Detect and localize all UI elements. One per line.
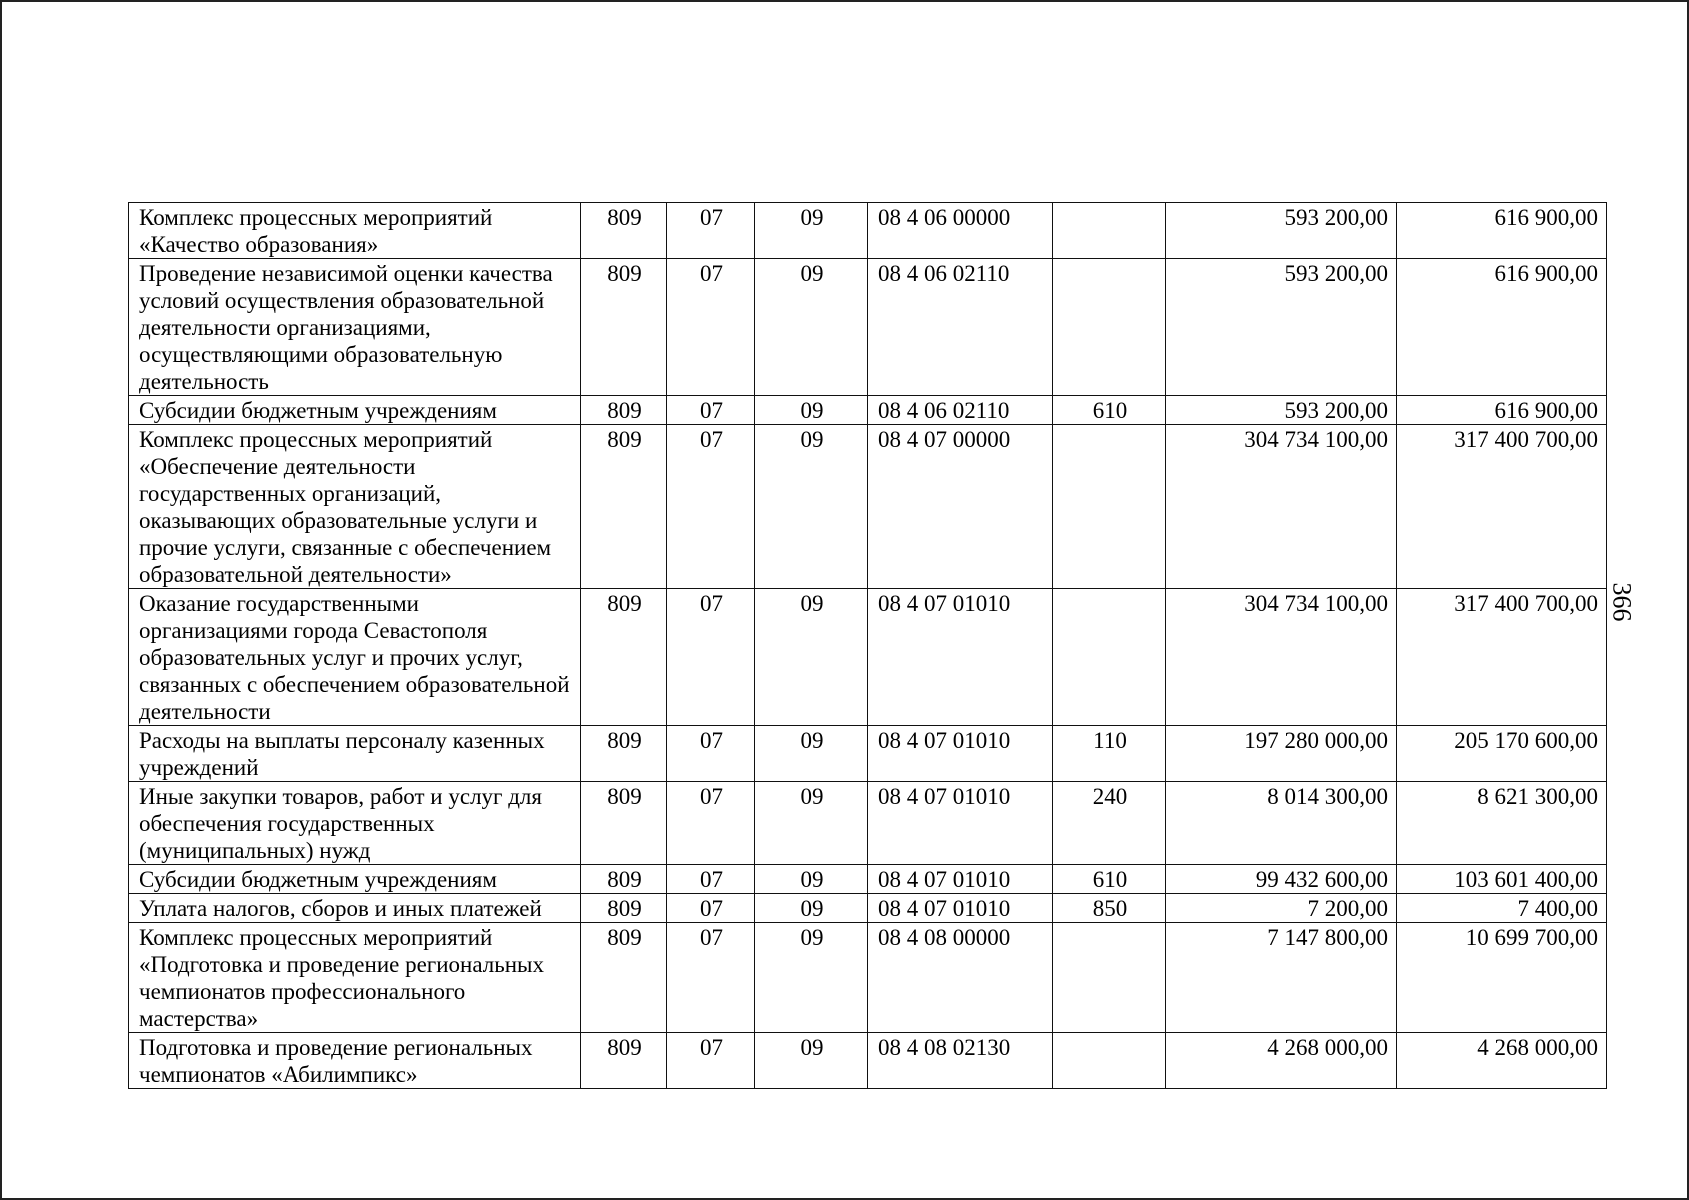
- item-name-cell: Оказание государственными организациями города Севастополя образовательных услуг и прочих услуг, связанных с обеспечением образовательной деятельности: [129, 589, 581, 726]
- target-article-cell: 08 4 07 01010: [868, 726, 1053, 782]
- amount-year2-cell: 7 400,00: [1397, 894, 1607, 923]
- target-article-cell: 08 4 07 01010: [868, 782, 1053, 865]
- table-row: [129, 923, 1607, 1033]
- amount-year1-cell: 99 432 600,00: [1166, 865, 1397, 894]
- target-article-cell: 08 4 07 01010: [868, 589, 1053, 726]
- ministry-code-cell: 809: [581, 894, 667, 923]
- target-article-cell: 08 4 06 02110: [868, 259, 1053, 396]
- expense-type-cell: [1053, 923, 1166, 1033]
- amount-year2-cell: 317 400 700,00: [1397, 425, 1607, 589]
- item-name-cell: Уплата налогов, сборов и иных платежей: [129, 894, 581, 923]
- section-code-cell: 07: [667, 589, 755, 726]
- amount-year1-cell: 7 200,00: [1166, 894, 1397, 923]
- expense-type-cell: [1053, 425, 1166, 589]
- section-code-cell: 07: [667, 259, 755, 396]
- subsection-code-cell: 09: [755, 782, 868, 865]
- subsection-code-cell: 09: [755, 726, 868, 782]
- amount-year1-cell: 304 734 100,00: [1166, 589, 1397, 726]
- item-name-cell: Комплекс процессных мероприятий «Обеспечение деятельности государственных организаций, оказывающих образовательные услуги и прочие услуги, связанные с обеспечением образовательной деятельности»: [129, 425, 581, 589]
- item-name-cell: Проведение независимой оценки качества условий осуществления образовательной деятельности организациями, осуществляющими образовательную деятельность: [129, 259, 581, 396]
- table-row: [129, 425, 1607, 589]
- subsection-code-cell: 09: [755, 865, 868, 894]
- amount-year1-cell: 593 200,00: [1166, 396, 1397, 425]
- ministry-code-cell: 809: [581, 1033, 667, 1089]
- item-name-cell: Иные закупки товаров, работ и услуг для обеспечения государственных (муниципальных) нужд: [129, 782, 581, 865]
- table-row: [129, 259, 1607, 396]
- expense-type-cell: [1053, 203, 1166, 259]
- subsection-code-cell: 09: [755, 923, 868, 1033]
- target-article-cell: 08 4 08 00000: [868, 923, 1053, 1033]
- target-article-cell: 08 4 07 01010: [868, 865, 1053, 894]
- budget-table-body: [129, 203, 1607, 1089]
- table-row: [129, 726, 1607, 782]
- ministry-code-cell: 809: [581, 923, 667, 1033]
- target-article-cell: 08 4 07 01010: [868, 894, 1053, 923]
- target-article-cell: 08 4 06 00000: [868, 203, 1053, 259]
- subsection-code-cell: 09: [755, 589, 868, 726]
- expense-type-cell: 610: [1053, 396, 1166, 425]
- subsection-code-cell: 09: [755, 203, 868, 259]
- page-number: 366: [1607, 582, 1637, 622]
- amount-year2-cell: 616 900,00: [1397, 203, 1607, 259]
- scan-border-left: [0, 0, 2, 1200]
- section-code-cell: 07: [667, 425, 755, 589]
- amount-year2-cell: 616 900,00: [1397, 259, 1607, 396]
- table-row: [129, 865, 1607, 894]
- amount-year2-cell: 317 400 700,00: [1397, 589, 1607, 726]
- amount-year1-cell: 7 147 800,00: [1166, 923, 1397, 1033]
- ministry-code-cell: 809: [581, 726, 667, 782]
- item-name-cell: Субсидии бюджетным учреждениям: [129, 865, 581, 894]
- ministry-code-cell: 809: [581, 425, 667, 589]
- amount-year2-cell: 205 170 600,00: [1397, 726, 1607, 782]
- ministry-code-cell: 809: [581, 203, 667, 259]
- item-name-cell: Комплекс процессных мероприятий «Подготовка и проведение региональных чемпионатов профессионального мастерства»: [129, 923, 581, 1033]
- subsection-code-cell: 09: [755, 425, 868, 589]
- section-code-cell: 07: [667, 865, 755, 894]
- ministry-code-cell: 809: [581, 259, 667, 396]
- section-code-cell: 07: [667, 1033, 755, 1089]
- target-article-cell: 08 4 06 02110: [868, 396, 1053, 425]
- ministry-code-cell: 809: [581, 589, 667, 726]
- budget-table: [128, 202, 1607, 1089]
- amount-year1-cell: 304 734 100,00: [1166, 425, 1397, 589]
- table-row: [129, 782, 1607, 865]
- section-code-cell: 07: [667, 894, 755, 923]
- amount-year2-cell: 616 900,00: [1397, 396, 1607, 425]
- amount-year1-cell: 593 200,00: [1166, 259, 1397, 396]
- scan-border-top: [0, 0, 1689, 2]
- expense-type-cell: [1053, 589, 1166, 726]
- item-name-cell: Комплекс процессных мероприятий «Качество образования»: [129, 203, 581, 259]
- target-article-cell: 08 4 08 02130: [868, 1033, 1053, 1089]
- expense-type-cell: 240: [1053, 782, 1166, 865]
- table-row: [129, 1033, 1607, 1089]
- table-row: [129, 894, 1607, 923]
- ministry-code-cell: 809: [581, 396, 667, 425]
- table-row: [129, 396, 1607, 425]
- table-row: [129, 589, 1607, 726]
- table-row: [129, 203, 1607, 259]
- subsection-code-cell: 09: [755, 1033, 868, 1089]
- item-name-cell: Подготовка и проведение региональных чемпионатов «Абилимпикс»: [129, 1033, 581, 1089]
- expense-type-cell: [1053, 1033, 1166, 1089]
- section-code-cell: 07: [667, 782, 755, 865]
- amount-year2-cell: 4 268 000,00: [1397, 1033, 1607, 1089]
- amount-year1-cell: 593 200,00: [1166, 203, 1397, 259]
- amount-year1-cell: 8 014 300,00: [1166, 782, 1397, 865]
- section-code-cell: 07: [667, 923, 755, 1033]
- subsection-code-cell: 09: [755, 396, 868, 425]
- subsection-code-cell: 09: [755, 259, 868, 396]
- ministry-code-cell: 809: [581, 782, 667, 865]
- target-article-cell: 08 4 07 00000: [868, 425, 1053, 589]
- expense-type-cell: 110: [1053, 726, 1166, 782]
- subsection-code-cell: 09: [755, 894, 868, 923]
- amount-year1-cell: 4 268 000,00: [1166, 1033, 1397, 1089]
- section-code-cell: 07: [667, 396, 755, 425]
- ministry-code-cell: 809: [581, 865, 667, 894]
- expense-type-cell: [1053, 259, 1166, 396]
- expense-type-cell: 850: [1053, 894, 1166, 923]
- section-code-cell: 07: [667, 726, 755, 782]
- expense-type-cell: 610: [1053, 865, 1166, 894]
- section-code-cell: 07: [667, 203, 755, 259]
- item-name-cell: Субсидии бюджетным учреждениям: [129, 396, 581, 425]
- amount-year1-cell: 197 280 000,00: [1166, 726, 1397, 782]
- amount-year2-cell: 10 699 700,00: [1397, 923, 1607, 1033]
- item-name-cell: Расходы на выплаты персоналу казенных учреждений: [129, 726, 581, 782]
- amount-year2-cell: 103 601 400,00: [1397, 865, 1607, 894]
- amount-year2-cell: 8 621 300,00: [1397, 782, 1607, 865]
